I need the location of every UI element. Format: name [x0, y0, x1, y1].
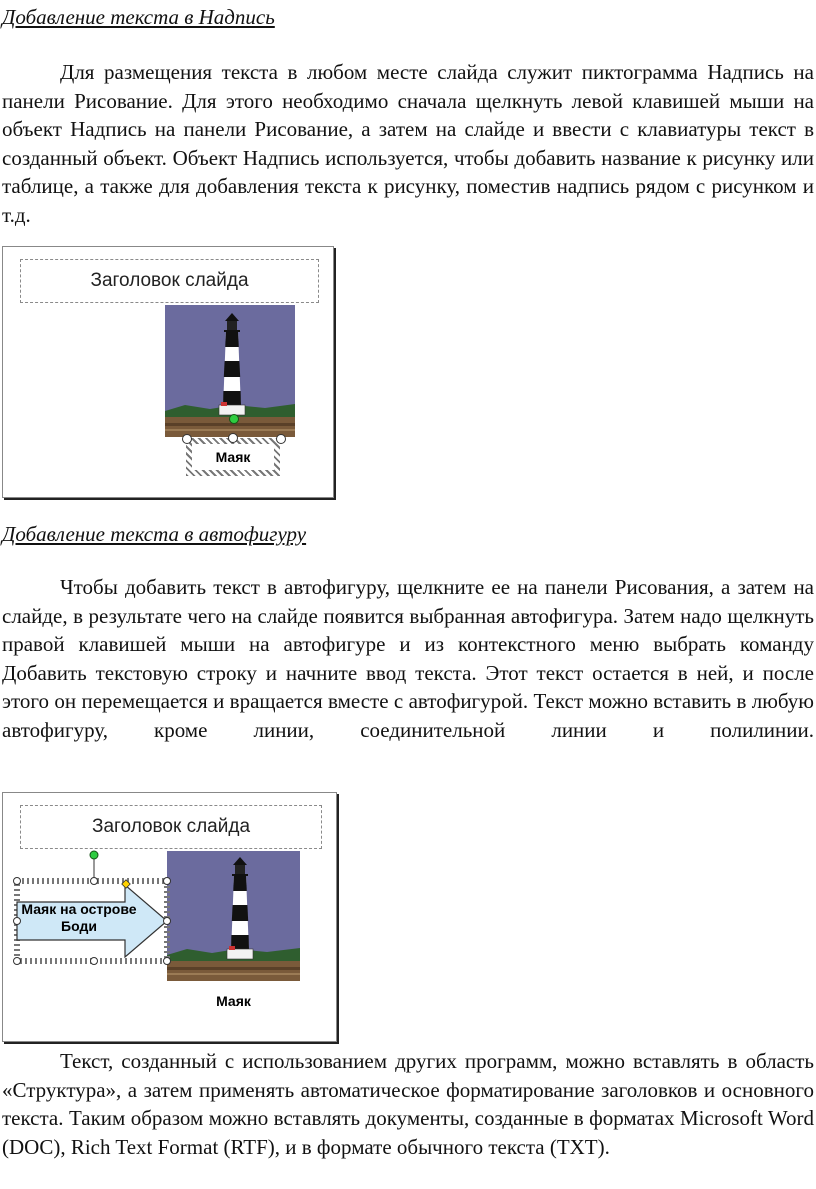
slide-figure-textbox	[2, 246, 334, 498]
ground	[167, 961, 300, 981]
paragraph-autoshape-text: Чтобы добавить текст в автофигуру, щелкните ее на панели Рисования, а затем на слайде, в результате чего на слайде появится выбранная автофигура. Затем надо щелкнуть правой клавишей мыши на автофигуре и из контекстного меню выбрать команду Добавить текстовую строку и начните ввод текста. Этот текст остается в ней, и после этого он перемещается и вращается вместе с автофигурой. Текст можно вставить в любую автофигуру, кроме линии, соединительной линии и полилинии.	[2, 575, 814, 742]
arrow-text-line2: Боди	[61, 918, 97, 934]
caption-text: Маяк	[216, 993, 251, 1009]
rotate-handle	[90, 851, 98, 859]
keeper-house	[227, 949, 253, 959]
paragraph-textbox	[2, 58, 814, 229]
lighthouse-picture	[167, 851, 300, 981]
slide-title-placeholder: Заголовок слайда	[20, 805, 322, 849]
arrow-text	[17, 901, 141, 935]
paragraph-autoshape	[2, 573, 814, 744]
resize-handle-top[interactable]	[228, 433, 238, 443]
paragraph-import-text-body: Текст, созданный с использованием других программ, можно вставлять в область «Структура», а затем применять автоматическое форматирование заголовков и основного текста. Таким образом можно вставлять документы, созданные в форматах Microsoft Word (DOC), Rich Text Format (RTF), и в формате обычного текста (TXT).	[2, 1049, 814, 1159]
resize-handle-top-left[interactable]	[182, 434, 192, 444]
paragraph-import-text	[2, 1047, 814, 1161]
slide-figure-autoshape	[2, 792, 337, 1042]
rotate-handle[interactable]	[229, 414, 239, 424]
caption-text: Маяк	[215, 449, 251, 465]
section-heading-autoshape: Добавление текста в автофигуру	[2, 522, 307, 546]
resize-handle-top-right[interactable]	[276, 434, 286, 444]
section-heading-textbox: Добавление текста в Надпись	[2, 5, 275, 29]
slide-title-placeholder: Заголовок слайда	[20, 259, 319, 303]
arrow-text-line1: Маяк на острове	[21, 901, 137, 917]
paragraph-textbox-text: Для размещения текста в любом месте слайда служит пиктограмма Надпись на панели Рисование. Для этого необходимо сначала щелкнуть левой клавишей мыши на объект Надпись на панели Рисование, а затем на слайде и ввести с клавиатуры текст в созданный объект. Объект Надпись используется, чтобы добавить название к рисунку или таблице, а также для добавления текста к рисунку, поместив надпись рядом с рисунком и т.д.	[2, 60, 814, 227]
caption-textbox[interactable]	[186, 438, 280, 476]
